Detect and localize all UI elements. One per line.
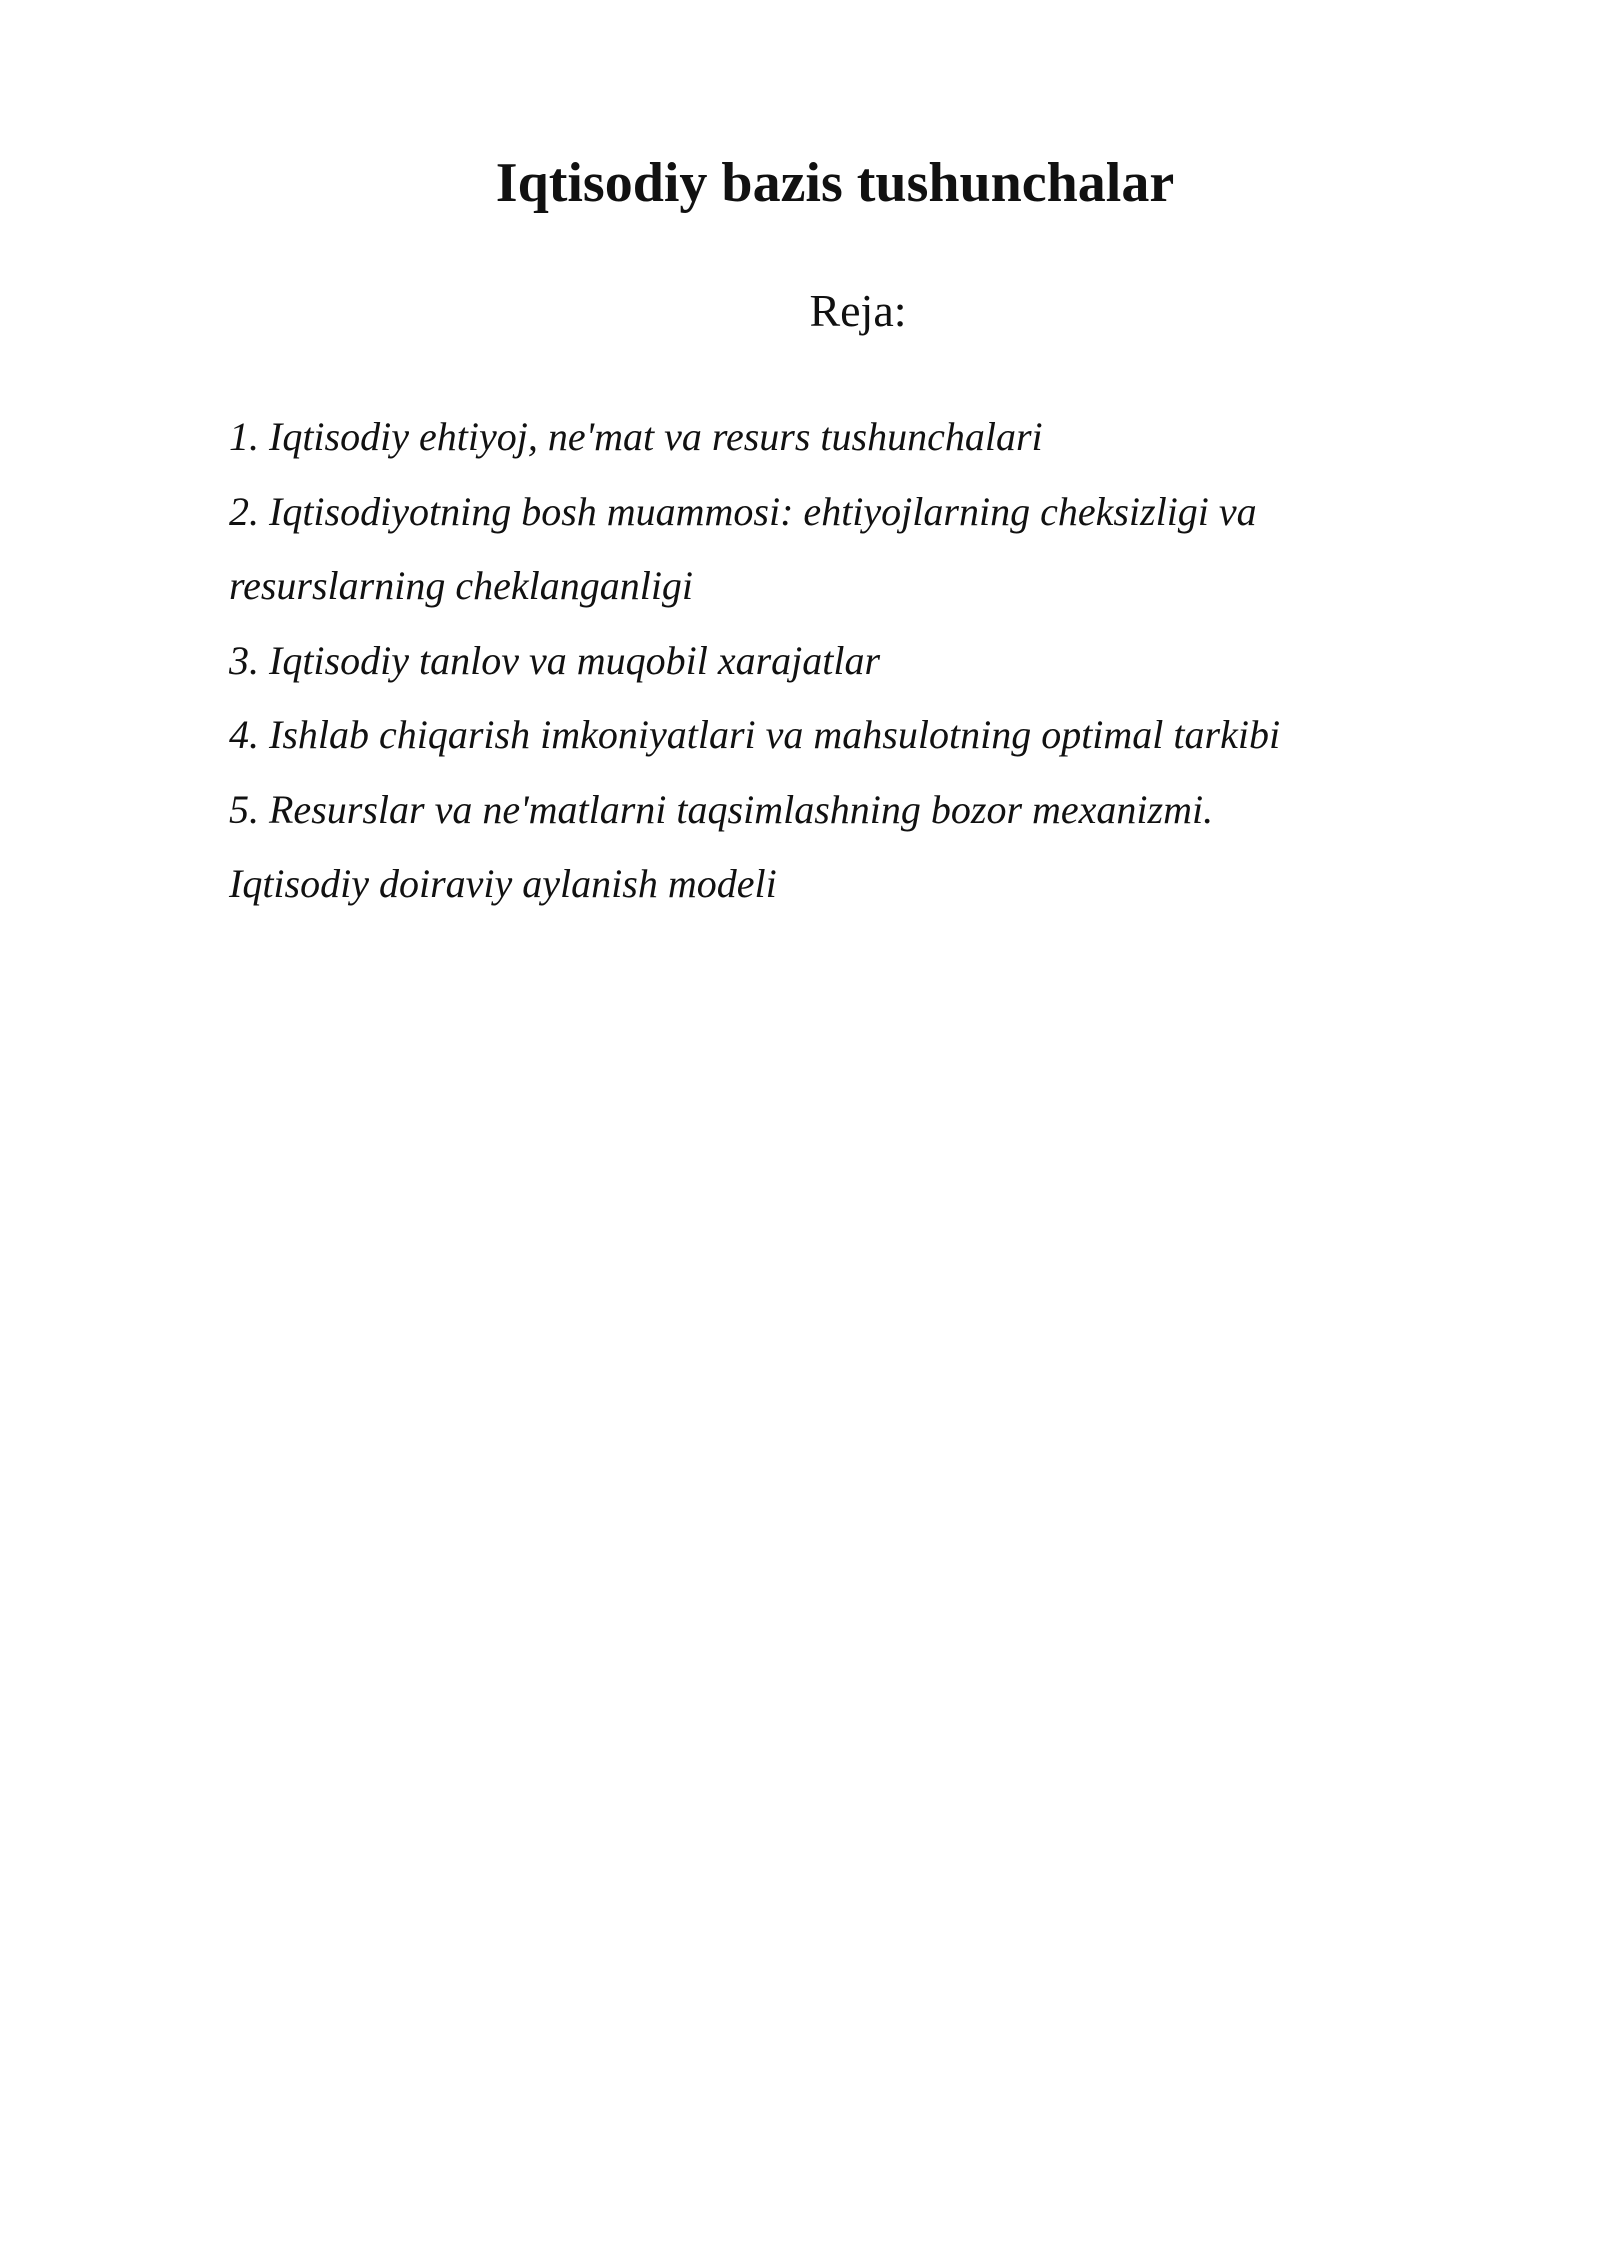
plan-line: 4. Ishlab chiqarish imkoniyatlari va mahsulotning optimal tarkibi (229, 712, 1281, 757)
plan-heading: Reja: (809, 285, 907, 336)
page-title: Iqtisodiy bazis tushunchalar (495, 152, 1175, 214)
plan-line: Iqtisodiy doiraviy aylanish modeli (229, 861, 777, 906)
plan-line: 3. Iqtisodiy tanlov va muqobil xarajatlar (229, 637, 881, 683)
plan-line: 2. Iqtisodiyotning bosh muammosi: ehtiyojlarning cheksizligi va (229, 488, 1257, 534)
plan-line: resurslarning cheklanganligi (229, 563, 694, 608)
plan-line: 5. Resurslar va ne'matlarni taqsimlashning bozor mexanizmi. (229, 786, 1214, 832)
plan-line: 1. Iqtisodiy ehtiyoj, ne'mat va resurs tushunchalari (229, 414, 1043, 459)
plan-list (229, 400, 1409, 922)
